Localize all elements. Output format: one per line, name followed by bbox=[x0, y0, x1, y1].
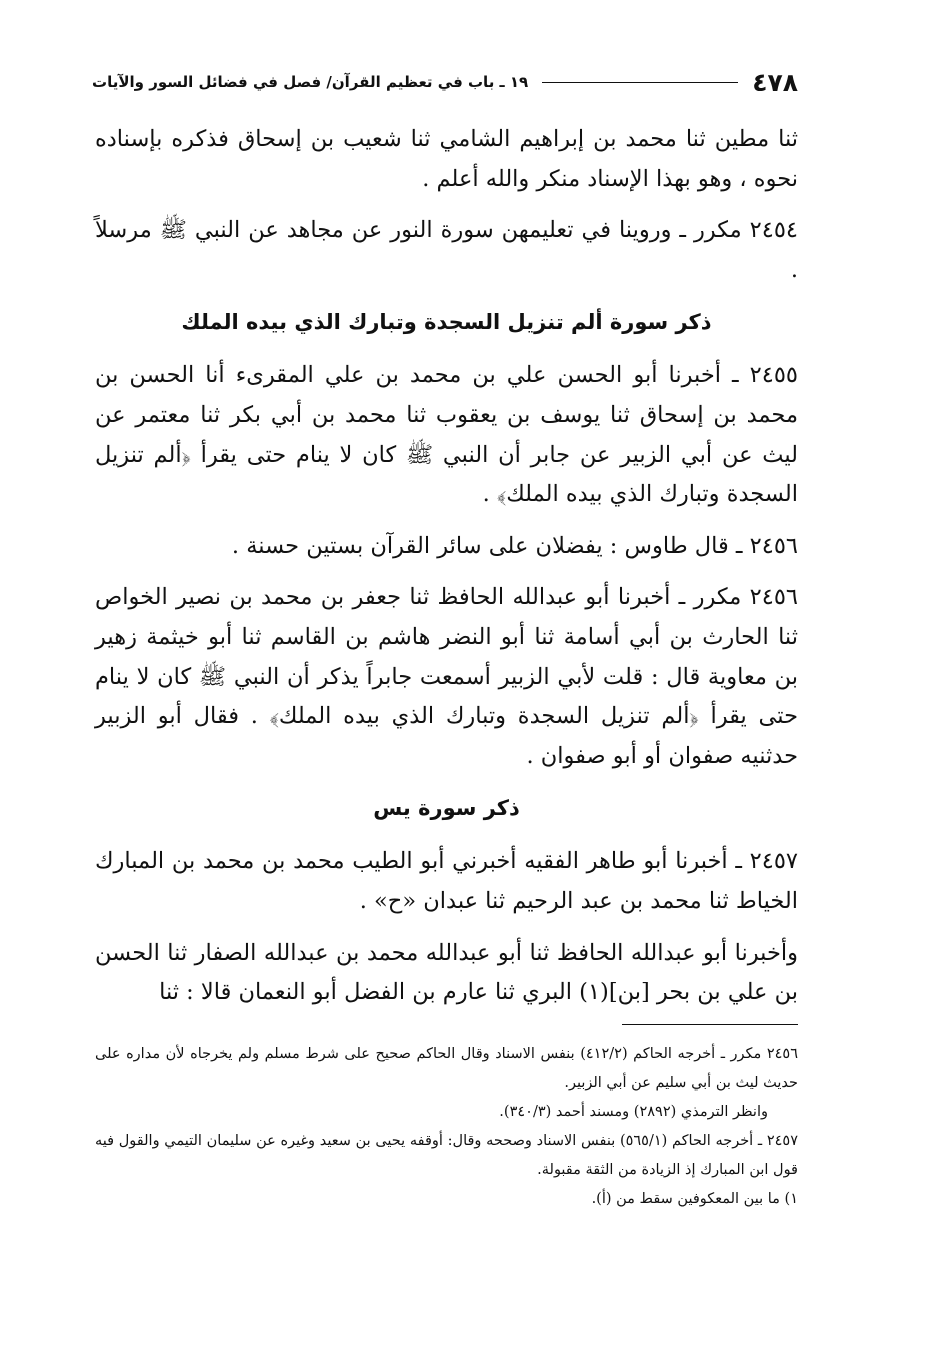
paragraph: ثنا مطين ثنا محمد بن إبراهيم الشامي ثنا شعيب بن إسحاق فذكره بإسناده نحوه ، وهو بهذا الإسناد منكر والله أعلم . bbox=[95, 126, 798, 192]
page-number: ٤٧٨ bbox=[752, 67, 798, 97]
footnotes bbox=[95, 1040, 798, 1214]
header-rule bbox=[542, 82, 738, 83]
main-text bbox=[95, 120, 798, 1025]
section-heading: ذكر سورة ألم تنزيل السجدة وتبارك الذي بيده الملك bbox=[181, 310, 712, 335]
paragraph: ٢٤٥٧ ـ أخبرنا أبو طاهر الفقيه أخبرني أبو الطيب محمد بن محمد بن المبارك الخياط ثنا محمد بن عبد الرحيم ثنا عبدان «ح» . bbox=[95, 848, 798, 914]
page-header bbox=[92, 62, 798, 102]
paragraph: ٢٤٥٦ ـ قال طاوس : يفضلان على سائر القرآن بستين حسنة . bbox=[231, 532, 798, 559]
footnote-divider bbox=[622, 1024, 798, 1025]
paragraph: وأخبرنا أبو عبدالله الحافظ ثنا أبو عبدالله محمد بن عبدالله الصفار ثنا الحسن بن علي بن بحر [بن](١) البري ثنا عارم بن الفضل أبو النعمان قالا : ثنا bbox=[95, 939, 798, 1006]
footnote: وانظر الترمذي (٢٨٩٢) ومسند أحمد (٣٤٠/٣). bbox=[499, 1104, 768, 1120]
footnote: ٢٤٥٦ مكرر ـ أخرجه الحاكم (٤١٢/٢) بنفس الاسناد وقال الحاكم صحيح على شرط مسلم ولم يخرجاه لأن مداره على حديث ليث بن أبي سليم عن أبي الزبير. bbox=[95, 1046, 798, 1091]
footnote: ٢٤٥٧ ـ أخرجه الحاكم (٥٦٥/١) بنفس الاسناد وصححه وقال: أوقفه يحيى بن سعيد وغيره عن سليمان التيمي والقول فيه قول ابن المبارك إذ الزيادة من الثقة مقبولة. bbox=[95, 1133, 799, 1178]
paragraph: ٢٤٥٤ مكرر ـ وروينا في تعليمهن سورة النور عن مجاهد عن النبي ﷺ مرسلاً . bbox=[95, 217, 798, 283]
paragraph: ٢٤٥٦ مكرر ـ أخبرنا أبو عبدالله الحافظ ثنا جعفر بن محمد بن نصير الخواص ثنا الحارث بن أبي أسامة ثنا أبو النضر هاشم بن القاسم ثنا أبو خيثمة زهير بن معاوية قال : قلت لأبي الزبير أسمعت جابراً يذكر أن النبي ﷺ كان لا ينام حتى يقرأ ﴿ألم تنزيل السجدة وتبارك الذي بيده الملك﴾ . فقال أبو الزبير حدثنيه صفوان أو أبو صفوان . bbox=[95, 584, 798, 769]
footnote: ١) ما بين المعكوفين سقط من (أ). bbox=[591, 1191, 798, 1207]
paragraph: ٢٤٥٥ ـ أخبرنا أبو الحسن علي بن محمد بن علي المقرىء أنا الحسن بن محمد بن إسحاق ثنا يوسف بن يعقوب ثنا محمد بن أبي بكر ثنا معتمر عن ليث عن أبي الزبير عن جابر أن النبي ﷺ كان لا ينام حتى يقرأ ﴿ألم تنزيل السجدة وتبارك الذي بيده الملك﴾ . bbox=[95, 362, 798, 508]
running-title: ١٩ ـ باب في تعظيم القرآن/ فصل في فضائل السور والآيات bbox=[92, 73, 529, 91]
section-heading: ذكر سورة يس bbox=[373, 796, 520, 821]
